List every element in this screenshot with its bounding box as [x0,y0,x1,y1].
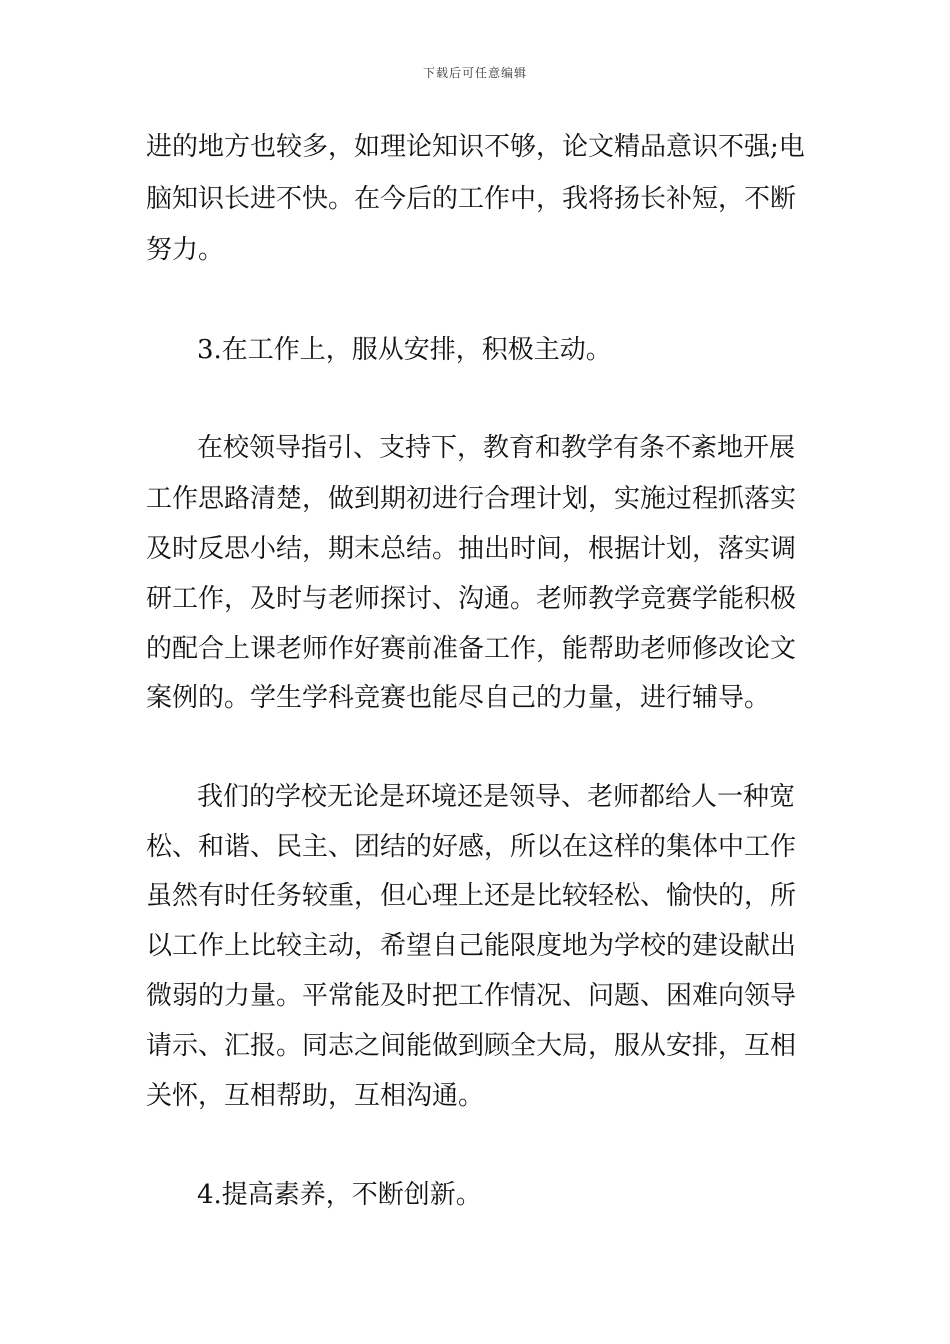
text-line: 进的地方也较多，如理论知识不够，论文精品意识不强;电 [146,132,805,162]
text-line: 研工作，及时与老师探讨、沟通。老师教学竞赛学能积极 [146,584,797,614]
text-line: 松、和谐、民主、团结的好感，所以在这样的集体中工作 [146,832,797,862]
text-line: 关怀，互相帮助，互相沟通。 [146,1081,485,1111]
section-heading: 3.在工作上，服从安排，积极主动。 [197,335,612,365]
section-heading: 4.提高素养，不断创新。 [197,1180,482,1210]
text-line: 请示、汇报。同志之间能做到顾全大局，服从安排，互相 [146,1031,797,1061]
text-line: 案例的。学生学科竞赛也能尽自己的力量，进行辅导。 [146,683,771,713]
text-line: 脑知识长进不快。在今后的工作中，我将扬长补短，不断 [146,184,797,214]
text-line: 及时反思小结，期末总结。抽出时间，根据计划，落实调 [146,534,797,564]
text-line: 虽然有时任务较重，但心理上还是比较轻松、愉快的，所 [146,881,797,911]
text-line: 微弱的力量。平常能及时把工作情况、问题、困难向领导 [146,981,797,1011]
text-line: 在校领导指引、支持下，教育和教学有条不紊地开展 [197,433,796,463]
text-line: 以工作上比较主动，希望自己能限度地为学校的建设献出 [146,931,797,961]
text-line: 我们的学校无论是环境还是领导、老师都给人一种宽 [197,782,796,812]
header-note: 下载后可任意编辑 [422,66,527,80]
text-line: 工作思路清楚，做到期初进行合理计划，实施过程抓落实 [146,484,797,514]
text-line: 努力。 [146,235,225,265]
text-line: 的配合上课老师作好赛前准备工作，能帮助老师修改论文 [146,634,797,664]
